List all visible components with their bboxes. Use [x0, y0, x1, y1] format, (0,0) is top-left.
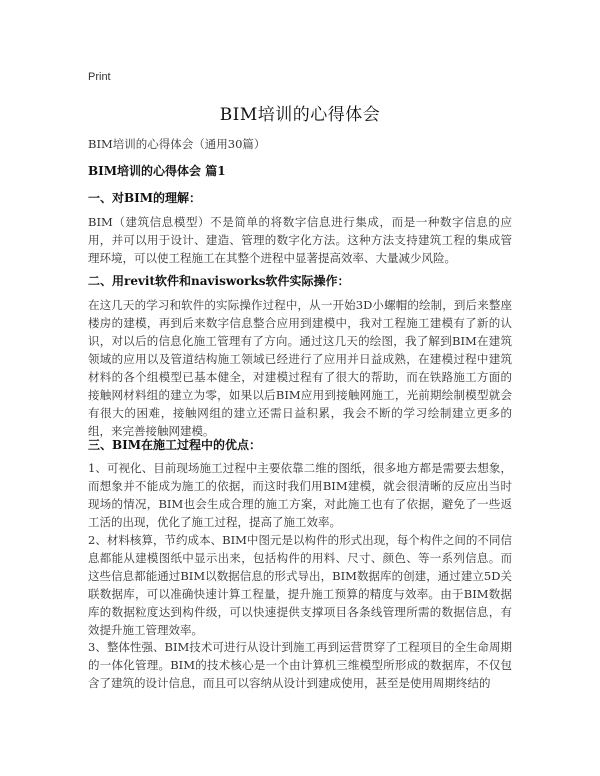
section-heading-1: 一、对BIM的理解：: [88, 191, 202, 205]
section-2-paragraph: 在这几天的学习和软件的实际操作过程中，从一开始3D小螺帽的绘制，到后来整座楼房的建模，再到后来数字信息整合应用到建模中，我对工程施工建模有了新的认识，对以后的信息化施工管理有了方向。通过这几天的绘图，我了解到BIM在建筑领域的应用以及管道结构施工领域已经进行了应用并日益成熟，在建模过程中建筑材料的各个组模型已基本健全，对建模过程有了很大的帮助，而在铁路施工方面的接触网材料组的建立为零，如果以后BIM应用到接触网施工，光前期绘制模型就会有很大的困难，接触网组的建立还需日益积累，我会不断的学习绘制建立更多的组，来完善接触网建模。: [88, 298, 512, 438]
section-heading-2: 二、用revit软件和navisworks软件实际操作：: [88, 274, 350, 288]
print-link[interactable]: Print: [88, 71, 111, 83]
section-1-paragraph: BIM（建筑信息模型）不是简单的将数字信息进行集成，而是一种数字信息的应用，并可以用于设计、建造、管理的数字化方法。这种方法支持建筑工程的集成管理环境，可以使工程施工在其整个进程中显著提高效率、大量减少风险。: [88, 215, 512, 265]
section-3-paragraph-1: 1、可视化、目前现场施工过程中主要依靠二维的图纸，很多地方都是需要去想象，而想象并不能成为施工的依据，而这时我们用BIM建模，就会很清晰的反应出当时现场的情况，BIM也会生成合理的施工方案，对此施工也有了依据，避免了一些返工活的出现，优化了施工过程，提高了施工效率。: [88, 461, 512, 529]
section-heading-3: 三、BIM在施工过程中的优点：: [88, 438, 262, 452]
section-3-paragraph-2: 2、材料核算，节约成本、BIM中图元是以构件的形式出现，每个构件之间的不同信息都能从建模图纸中显示出来，包括构件的用料、尺寸、颜色、等一系列信息。而这些信息都能通过BIM以数据信息的形式导出，BIM数据库的创建，通过建立5D关联数据库，可以准确快速计算工程量，提升施工预算的精度与效率。由于BIM数据库的数据粒度达到构件级，可以快速提供支撑项目各条线管理所需的数据信息，有效提升施工管理效率。: [88, 533, 512, 637]
document-subtitle: BIM培训的心得体会（通用30篇）: [88, 137, 266, 151]
section-3-paragraph-3: 3、整体性强、BIM技术可进行从设计到施工再到运营贯穿了工程项目的全生命周期的一体化管理。BIM的技术核心是一个由计算机三维模型所形成的数据库，不仅包含了建筑的设计信息，而且可以容纳从设计到建成使用，甚至是使用周期终结的: [88, 640, 512, 690]
part-heading: BIM培训的心得体会 篇1: [88, 164, 226, 178]
page-title: BIM培训的心得体会: [219, 105, 381, 125]
